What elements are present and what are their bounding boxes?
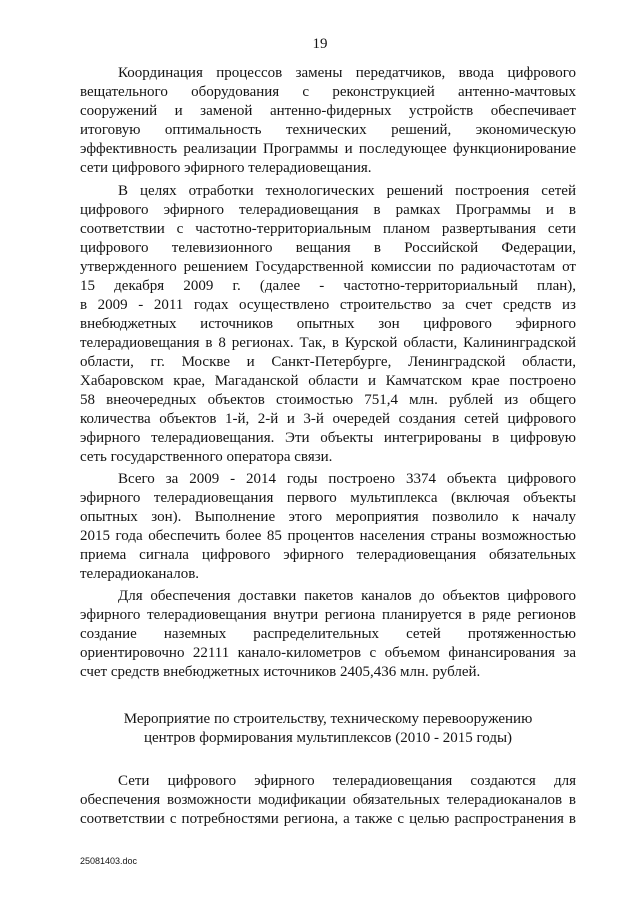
page-number: 19 <box>312 36 328 52</box>
text-line: эфирного телерадиовещания первого мультиплекса (включая объекты <box>80 490 576 506</box>
footer-filename: 25081403.doc <box>80 856 138 866</box>
text-line: создание наземных распределительных сетей протяженностью <box>80 626 576 642</box>
text-line: эфирного телерадиовещания. Эти объекты интегрированы в цифровую <box>80 430 576 446</box>
text-line: эффективность реализации Программы и последующее функционирование <box>80 141 576 157</box>
text-line: Хабаровском крае, Магаданской области и Камчатском крае построено <box>80 373 576 389</box>
text-line: 58 внеочередных объектов стоимостью 751,4 млн. рублей из общего <box>80 392 576 408</box>
text-line: области, гг. Москве и Санкт-Петербурге, Ленинградской области, <box>80 354 576 370</box>
text-line: Координация процессов замены передатчиков, ввода цифрового <box>118 65 576 81</box>
text-line: телерадиоканалов. <box>80 566 200 582</box>
text-line: сети цифрового эфирного телерадиовещания. <box>80 160 372 176</box>
text-line: эфирного телерадиовещания внутри региона планируется в ряде регионов <box>80 607 576 623</box>
text-line: вещательного оборудования с реконструкцией антенно-мачтовых <box>80 84 576 100</box>
text-line: 2015 года обеспечить более 85 процентов населения страны возможностью <box>80 528 576 544</box>
text-line: Для обеспечения доставки пакетов каналов до объектов цифрового <box>118 588 576 604</box>
heading-line: центров формирования мультиплексов (2010 - 2015 годы) <box>143 730 513 746</box>
text-line: телерадиовещания в 8 регионах. Так, в Курской области, Калининградской <box>80 335 576 351</box>
text-line: итоговую оптимальность технических решений, экономическую <box>80 122 576 138</box>
text-line: внебюджетных источников опытных зон цифрового эфирного <box>80 316 576 332</box>
text-line: сооружений и заменой антенно-фидерных устройств обеспечивает <box>80 103 576 119</box>
text-line: цифрового эфирного телерадиовещания в рамках Программы и в <box>80 202 576 218</box>
text-line: 15 декабря 2009 г. (далее - частотно-территориальный план), <box>80 278 576 294</box>
text-line: приема сигнала цифрового эфирного телерадиовещания обязательных <box>80 547 576 563</box>
text-line: соответствии с потребностями региона, а также с целью распространения в <box>80 811 576 827</box>
text-line: соответствии с частотно-территориальным планом развертывания сети <box>80 221 576 237</box>
heading-line: Мероприятие по строительству, техническому перевооружению <box>123 711 533 727</box>
text-line: опытных зон). Выполнение этого мероприятия позволило к началу <box>80 509 576 525</box>
text-line: обеспечения возможности модификации обязательных телерадиоканалов в <box>80 792 576 808</box>
text-line: утвержденного решением Государственной комиссии по радиочастотам от <box>80 259 576 275</box>
text-line: сеть государственного оператора связи. <box>80 449 333 465</box>
text-line: В целях отработки технологических решений построения сетей <box>118 183 576 199</box>
text-line: Всего за 2009 - 2014 годы построено 3374 объекта цифрового <box>118 471 576 487</box>
text-line: Сети цифрового эфирного телерадиовещания создаются для <box>118 773 576 789</box>
text-line: счет средств внебюджетных источников 2405,436 млн. рублей. <box>80 664 481 680</box>
text-line: в 2009 - 2011 годах осуществлено строительство за счет средств из <box>80 297 576 313</box>
text-line: количества объектов 1-й, 2-й и 3-й очередей создания сетей цифрового <box>80 411 576 427</box>
text-line: ориентировочно 22111 канало-километров с объемом финансирования за <box>80 645 576 661</box>
text-line: цифрового телевизионного вещания в Российской Федерации, <box>80 240 576 256</box>
